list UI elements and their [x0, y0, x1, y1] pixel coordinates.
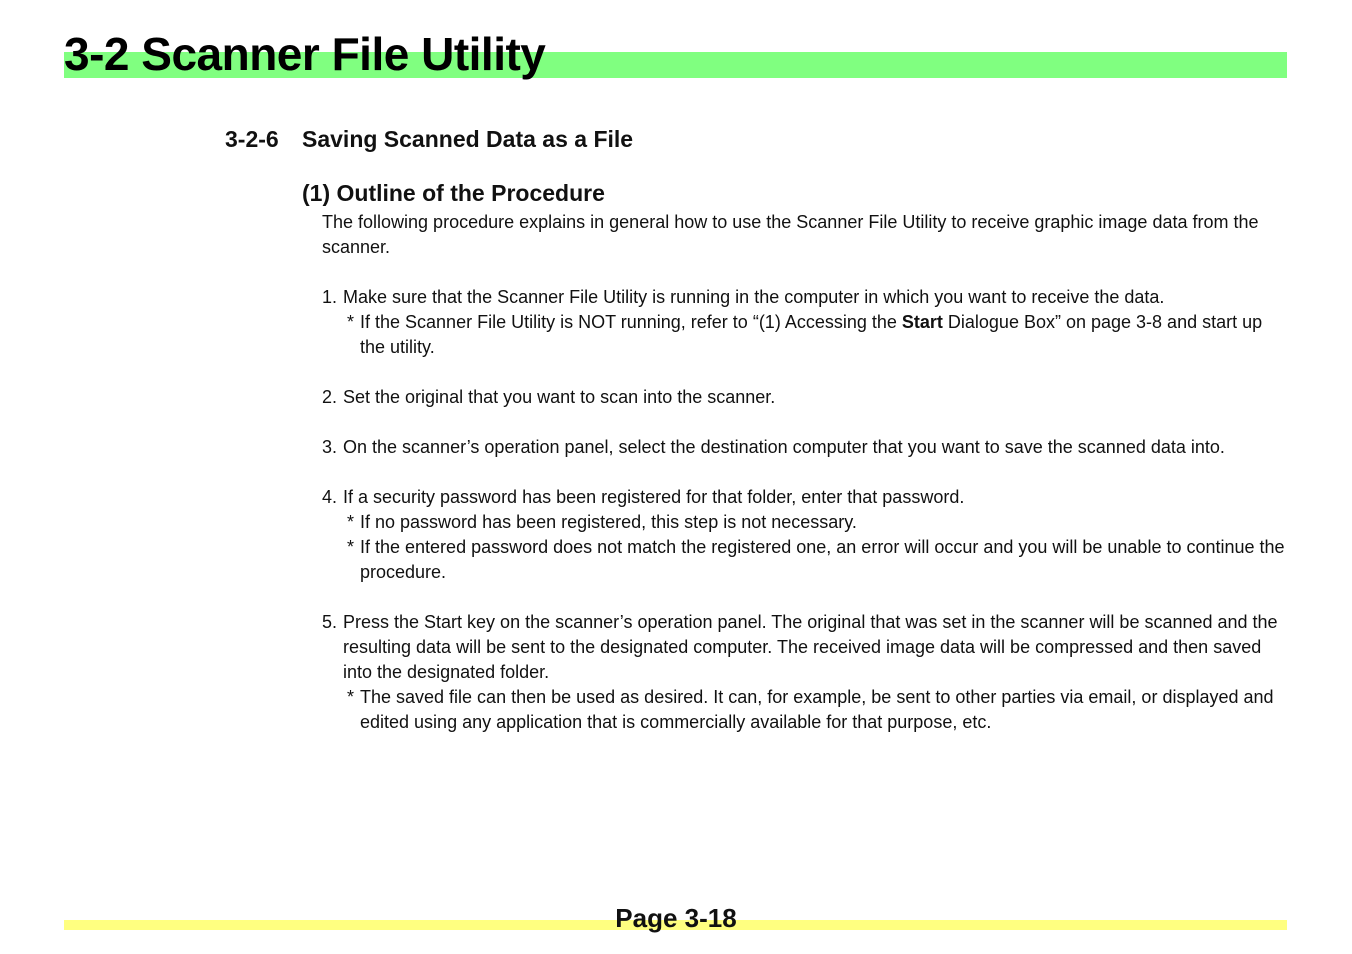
step-note [322, 510, 1287, 535]
step-text [322, 610, 1287, 685]
step-number: 3. [322, 437, 338, 457]
step-text [322, 385, 1287, 410]
chapter-title: 3-2 Scanner File Utility [64, 28, 546, 80]
note-asterisk: * [347, 537, 355, 557]
step-text [322, 485, 1287, 510]
step-text [322, 435, 1287, 460]
step-body: Set the original that you want to scan into the scanner. [343, 387, 776, 407]
step-body: Press the Start key on the scanner’s operation panel. The original that was set in the scanner will be scanned and the resulting data will be sent to the designated computer. The received image data will be compressed and then saved into the designated folder. [343, 612, 1278, 682]
note-asterisk: * [347, 312, 355, 332]
note-text: If the entered password does not match the registered one, an error will occur and you will be unable to continue the procedure. [360, 537, 1285, 582]
section-heading [225, 124, 633, 154]
note-asterisk: * [347, 687, 355, 707]
procedure-intro: The following procedure explains in general how to use the Scanner File Utility to receive graphic image data from the scanner. [322, 212, 1259, 257]
note-text-bold: Start [901, 312, 943, 332]
section-number: 3-2-6 [225, 126, 279, 152]
step-number: 1. [322, 287, 338, 307]
step-number: 4. [322, 487, 338, 507]
section-title: Saving Scanned Data as a File [302, 126, 634, 152]
procedure-step-2 [322, 385, 1287, 410]
step-number: 5. [322, 612, 338, 632]
subsection-heading: (1) Outline of the Procedure [302, 180, 605, 206]
procedure-step-3 [322, 435, 1287, 460]
note-text: If no password has been registered, this step is not necessary. [360, 512, 857, 532]
step-note [322, 310, 1287, 360]
step-body: On the scanner’s operation panel, select the destination computer that you want to save the scanned data into. [343, 437, 1225, 457]
step-text [322, 285, 1287, 310]
note-text: The saved file can then be used as desired. It can, for example, be sent to other parties via email, or displayed and edited using any application that is commercially available for that purpose, etc. [360, 687, 1274, 732]
step-note [322, 535, 1287, 585]
step-body: If a security password has been registered for that folder, enter that password. [343, 487, 965, 507]
step-number: 2. [322, 387, 338, 407]
page-number: Page 3-18 [615, 903, 737, 933]
step-body: Make sure that the Scanner File Utility is running in the computer in which you want to receive the data. [343, 287, 1165, 307]
procedure-step-4 [322, 485, 1287, 585]
note-asterisk: * [347, 512, 355, 532]
procedure-step-1 [322, 285, 1287, 360]
note-text-before: If the Scanner File Utility is NOT running, refer to “(1) Accessing the [360, 312, 902, 332]
step-note [322, 685, 1287, 735]
procedure-content [322, 210, 1287, 760]
procedure-step-5 [322, 610, 1287, 735]
note-text-after: Dialogue Box” on page 3-8 and start up the utility. [360, 312, 1263, 357]
